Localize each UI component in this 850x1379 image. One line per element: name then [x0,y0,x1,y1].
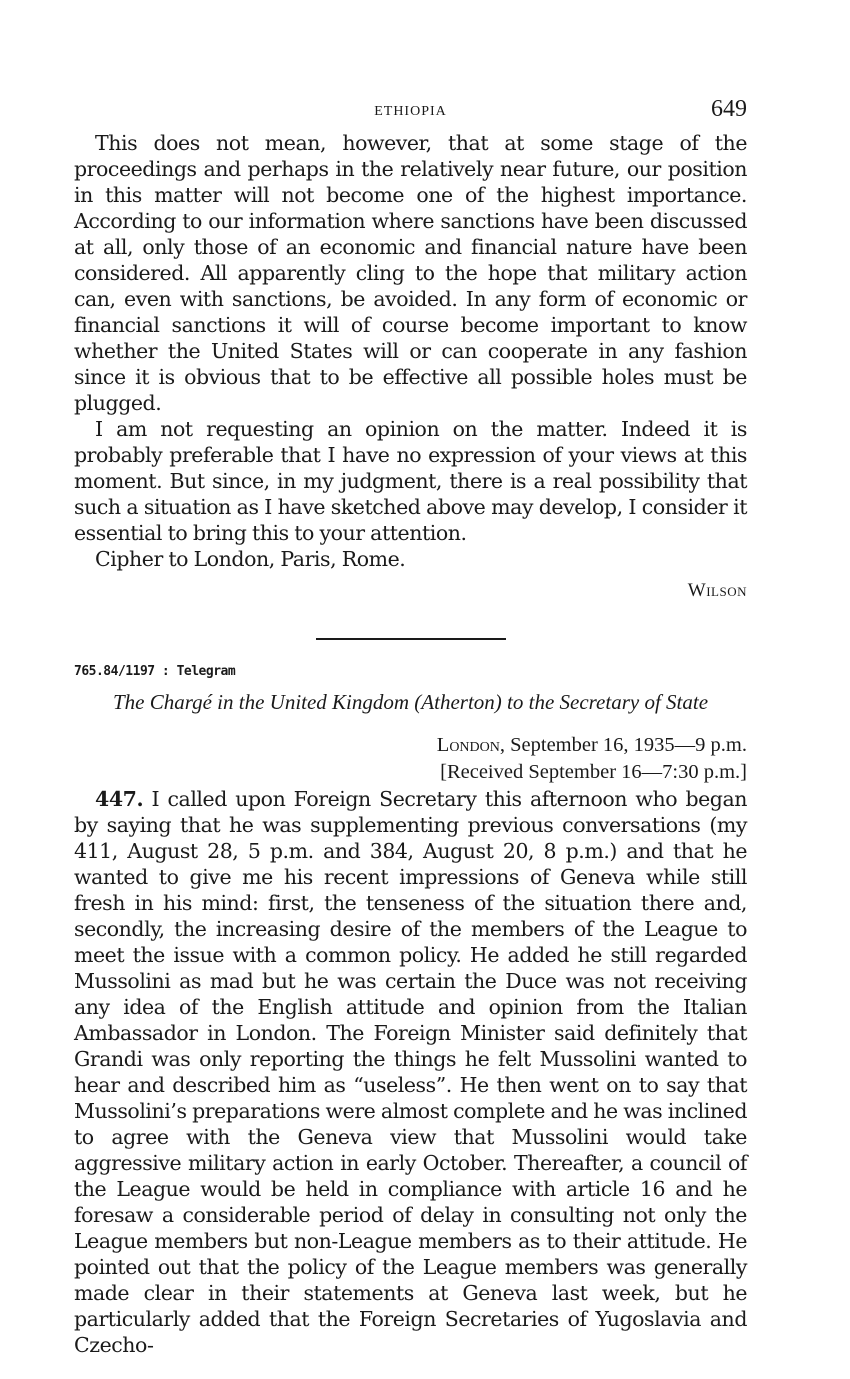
document-title: The Chargé in the United Kingdom (Atherton) to the Secretary of State [112,690,709,714]
telegram-body [74,786,747,1358]
paragraph-sanctions: This does not mean, however, that at some stage of the proceedings and perhaps in the relatively near future, our position in this matter will not become one of the highest importance. According to our information where sanctions have been discussed at all, only those of an economic and financial nature have been considered. All apparently cling to the hope that military action can, even with sanctions, be avoided. In any form of economic or financial sanctions it will of course become important to know whether the United States will or can cooperate in any fashion since it is obvious that to be effective all possible holes must be plugged. [74,131,747,415]
paragraph-opinion-request: I am not requesting an opinion on the matter. Indeed it is probably preferable that I have no expression of your views at this moment. But since, in my judgment, there is a real possibility that such a situation as I have sketched above may develop, I consider it essential to bring this to your attention. [74,417,747,545]
section-divider [316,638,506,640]
dateline-received: [Received September 16—7:30 p.m.] [440,761,747,783]
page-number: 649 [711,96,747,122]
running-header [74,96,747,130]
dateline-place: London [436,734,500,756]
dateline-date: , September 16, 1935—9 p.m. [499,734,747,756]
telegram-number: 447. [95,787,144,811]
dateline-sent [74,732,747,759]
signature-wilson: Wilson [687,580,747,601]
paragraph-cipher-note: Cipher to London, Paris, Rome. [95,547,406,571]
dateline [74,732,747,786]
running-title: ETHIOPIA [374,104,447,119]
telegram-text: I called upon Foreign Secretary this afternoon who began by saying that he was supplementing previous conversations (my 411, August 28, 5 p.m. and 384, August 20, 8 p.m.) and that he wanted to give me his recent impressions of Geneva while still fresh in his mind: first, the tenseness of the situation there and, secondly, the increasing desire of the members of the League to meet the issue with a common policy. He added he still regarded Mussolini as mad but he was certain the Duce was not receiving any idea of the English attitude and opinion from the Italian Ambassador in London. The Foreign Minister said definitely that Grandi was only reporting the things he felt Mussolini wanted to hear and described him as “useless”. He then went on to say that Mussolini’s preparations were almost complete and he was inclined to agree with the Geneva view that Mussolini would take aggressive military action in early October. Thereafter, a council of the League would be held in compliance with article 16 and he foresaw a considerable period of delay in consulting not only the League members but non-League members as to their attitude. He pointed out that the policy of the League members was generally made clear in their statements at Geneva last week, but he particularly added that the Foreign Secretaries of Yugoslavia and Czecho- [74,787,748,1357]
document-page [74,96,747,1358]
file-reference: 765.84/1197 : Telegram [74,664,236,679]
